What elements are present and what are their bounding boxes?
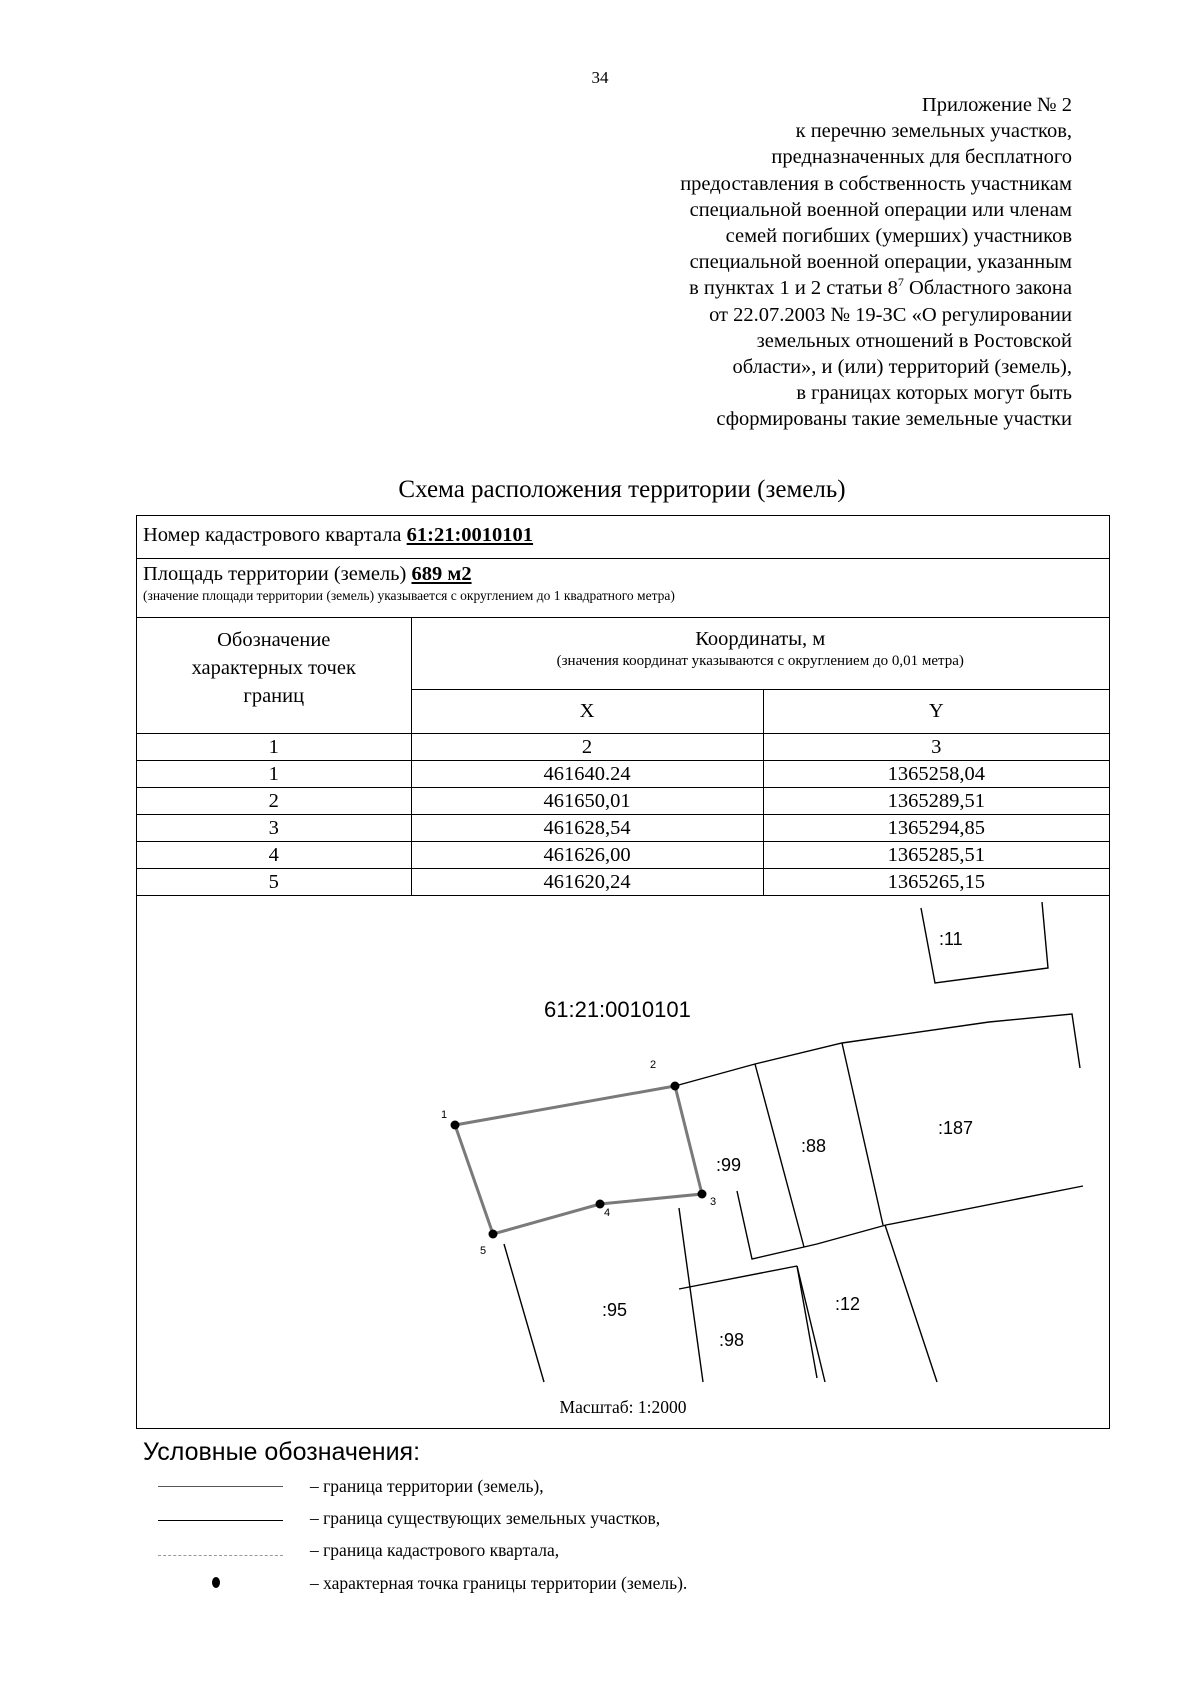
appendix-line: в границах которых могут быть: [796, 382, 1072, 405]
area-note: (значение площади территории (земель) указывается с округлением до 1 квадратного метра): [143, 588, 675, 603]
parcel-boundary-98-12-b: [797, 1266, 817, 1378]
coords-header-title: Координаты, м: [695, 628, 826, 650]
map-quarter-label: 61:21:0010101: [544, 997, 691, 1022]
point-label-2: 2: [650, 1059, 657, 1071]
point-cell: 4: [137, 841, 411, 868]
boundary-point-1: [451, 1121, 460, 1130]
scheme-sheet: [136, 515, 1110, 1429]
parcel-boundary-99-88: [755, 1064, 804, 1247]
appendix-line: специальной военной операции, указанным: [689, 251, 1072, 274]
legend-title: Условные обозначения:: [143, 1438, 421, 1466]
parcel-label-88: :88: [801, 1136, 827, 1156]
parcel-label-98: :98: [719, 1330, 745, 1350]
parcel-boundary-98-12: [797, 1266, 825, 1382]
legend-parcel-line-symbol: [158, 1520, 283, 1521]
y-cell: 1365265,15: [763, 868, 1109, 895]
area-value: 689 м2: [411, 563, 472, 585]
parcel-label-11: :11: [939, 929, 963, 949]
page-number: 34: [591, 68, 609, 87]
parcel-boundary-95-98: [679, 1208, 703, 1382]
point-label-3: 3: [710, 1196, 717, 1208]
area-label: Площадь территории (земель): [143, 563, 412, 585]
quarter-number: 61:21:0010101: [406, 524, 534, 546]
quarter-row: [137, 516, 1109, 559]
appendix-line: семей погибших (умерших) участников: [725, 225, 1072, 248]
existing-parcel-boundaries: [504, 902, 1083, 1382]
coords-header: [411, 618, 1109, 689]
point-label-1: 1: [441, 1109, 448, 1121]
y-cell: 1365258,04: [763, 760, 1109, 787]
quarter-label: Номер кадастрового квартала: [143, 524, 407, 546]
parcel-boundary-bottom-right: [737, 1186, 1083, 1259]
parcel-boundary-top: [675, 1014, 1080, 1086]
parcel-labels: [602, 929, 973, 1350]
parcel-label-187: :187: [938, 1118, 974, 1138]
scheme-title: Схема расположения территории (земель): [398, 476, 846, 503]
table-row: [137, 814, 1109, 841]
y-cell: 1365289,51: [763, 787, 1109, 814]
table-row: [137, 868, 1109, 895]
boundary-point-5: [489, 1230, 498, 1239]
x-cell: 461628,54: [411, 814, 763, 841]
legend-point-symbol: [212, 1577, 220, 1588]
point-cell: 2: [137, 787, 411, 814]
appendix-line: от 22.07.2003 № 19-ЗС «О регулировании: [709, 303, 1072, 326]
legend-item-text: – граница кадастрового квартала,: [310, 1540, 560, 1560]
legend-item-text: – характерная точка границы территории (земель).: [310, 1573, 688, 1593]
appendix-line: специальной военной операции или членам: [689, 198, 1072, 221]
table-row: [137, 787, 1109, 814]
parcel-label-99: :99: [716, 1155, 742, 1175]
parcel-boundary-95-left: [504, 1244, 544, 1382]
appendix-line: земельных отношений в Ростовской: [756, 329, 1072, 352]
boundary-points: [451, 1082, 707, 1239]
appendix-line: Приложение № 2: [921, 94, 1072, 116]
y-header: Y: [763, 689, 1109, 733]
superscript: 7: [897, 275, 904, 290]
legend-item-text: – граница существующих земельных участков,: [310, 1508, 661, 1528]
area-row: [137, 559, 1109, 618]
x-cell: 461640.24: [411, 760, 763, 787]
map-drawing: [137, 902, 1109, 1428]
coordinates-table: [137, 618, 1109, 896]
numbering-cell: 3: [763, 733, 1109, 760]
territory-boundary: [455, 1086, 702, 1234]
point-cell: 1: [137, 760, 411, 787]
parcel-boundary-88-187: [842, 1043, 883, 1225]
x-cell: 461620,24: [411, 868, 763, 895]
x-cell: 461626,00: [411, 841, 763, 868]
appendix-line: сформированы такие земельные участки: [716, 408, 1072, 431]
point-label-4: 4: [604, 1207, 611, 1219]
parcel-boundary-12-right: [885, 1225, 937, 1382]
legend-territory-line-symbol: [158, 1486, 283, 1487]
parcel-label-95: :95: [602, 1300, 628, 1320]
map-scale: Масштаб: 1:2000: [559, 1397, 687, 1417]
parcel-boundary-98-top: [679, 1266, 797, 1289]
table-row: [137, 760, 1109, 787]
point-cell: 3: [137, 814, 411, 841]
appendix-header: [512, 92, 1072, 433]
appendix-line: к перечню земельных участков,: [795, 120, 1072, 143]
appendix-line: области», и (или) территорий (земель),: [732, 356, 1072, 379]
y-cell: 1365294,85: [763, 814, 1109, 841]
boundary-point-2: [671, 1082, 680, 1091]
point-cell: 5: [137, 868, 411, 895]
y-cell: 1365285,51: [763, 841, 1109, 868]
table-row: [137, 841, 1109, 868]
point-label-5: 5: [480, 1245, 487, 1257]
points-column-header: Обозначение характерных точек границ: [137, 618, 411, 733]
x-cell: 461650,01: [411, 787, 763, 814]
boundary-point-3: [698, 1190, 707, 1199]
appendix-line: предоставления в собственность участникам: [680, 172, 1072, 195]
legend-item-text: – граница территории (земель),: [310, 1476, 544, 1496]
legend-quarter-line-symbol: [158, 1555, 283, 1556]
numbering-cell: 2: [411, 733, 763, 760]
appendix-line-part: в пунктах 1 и 2 статьи 8: [689, 277, 898, 300]
x-header: X: [411, 689, 763, 733]
coords-header-note: (значения координат указываются с округлением до 0,01 метра): [556, 653, 964, 669]
appendix-line: [512, 275, 1072, 301]
numbering-cell: 1: [137, 733, 411, 760]
appendix-line-part: Областного закона: [903, 277, 1072, 300]
cadastral-map: [137, 902, 1109, 1428]
parcel-label-12: :12: [835, 1294, 861, 1314]
appendix-line: предназначенных для бесплатного: [771, 146, 1072, 169]
